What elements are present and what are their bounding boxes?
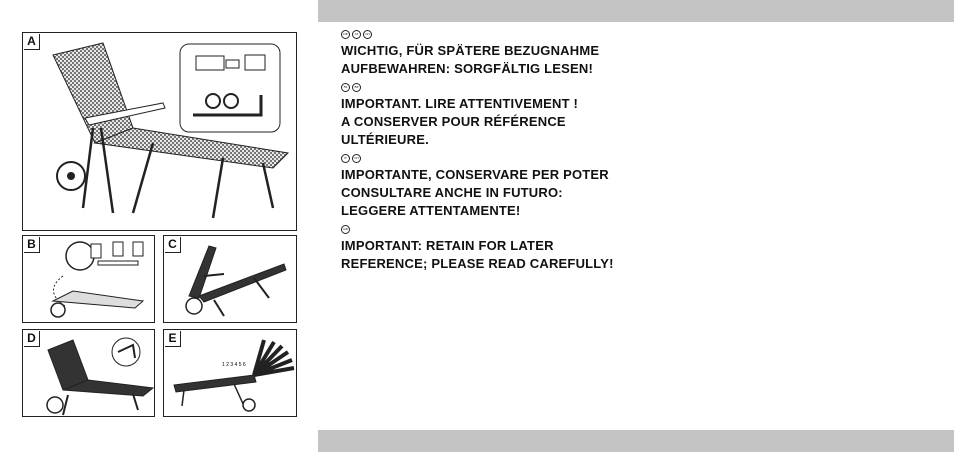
notice-line: CONSULTARE ANCHE IN FUTURO: xyxy=(341,185,563,200)
country-badge-icon: GB xyxy=(341,225,350,234)
position-number: 6 xyxy=(242,362,246,368)
figure-panel-c xyxy=(163,235,297,323)
country-badge-icon: DE xyxy=(341,30,350,39)
figure-panel-b xyxy=(22,235,155,323)
top-gray-bar xyxy=(318,0,954,22)
position-number: 5 xyxy=(238,362,242,368)
notice-section-gb xyxy=(341,225,641,273)
backrest-positions-illustration xyxy=(164,330,298,418)
lounger-illustration-a xyxy=(23,33,298,232)
position-number: 3 xyxy=(230,362,234,368)
notice-line: REFERENCE; PLEASE READ CAREFULLY! xyxy=(341,256,614,271)
country-badge-icon: IT xyxy=(341,154,350,163)
position-number: 2 xyxy=(226,362,229,368)
notice-line: IMPORTANTE, CONSERVARE PER POTER xyxy=(341,167,609,182)
country-badge-icon: AT xyxy=(352,30,361,39)
notice-section-it xyxy=(341,154,641,220)
figure-panel-d xyxy=(22,329,155,417)
notice-line: IMPORTANT: RETAIN FOR LATER xyxy=(341,238,554,253)
position-number: 4 xyxy=(234,362,238,368)
notice-line: LEGGERE ATTENTAMENTE! xyxy=(341,203,521,218)
country-badge-icon: FR xyxy=(341,83,350,92)
country-badges xyxy=(341,225,641,234)
notice-line: AUFBEWAHREN: SORGFÄLTIG LESEN! xyxy=(341,61,594,76)
country-badge-icon: CH xyxy=(352,154,361,163)
panel-label-a: A xyxy=(24,34,40,50)
backrest-adjust-illustration xyxy=(164,236,298,324)
armrest-lock-illustration xyxy=(23,330,156,418)
position-numbers xyxy=(222,362,246,368)
notice-line: WICHTIG, FÜR SPÄTERE BEZUGNAHME xyxy=(341,43,600,58)
country-badges xyxy=(341,83,641,92)
bottom-gray-bar xyxy=(318,430,954,452)
panel-label-e: E xyxy=(165,331,181,347)
notice-line: A CONSERVER POUR RÉFÉRENCE xyxy=(341,114,566,129)
country-badges xyxy=(341,30,641,39)
notice-line: ULTÉRIEURE. xyxy=(341,132,429,147)
figure-panel-a xyxy=(22,32,297,231)
panel-label-d: D xyxy=(24,331,40,347)
country-badge-icon: BE xyxy=(352,83,361,92)
country-badges xyxy=(341,154,641,163)
notice-line: IMPORTANT. LIRE ATTENTIVEMENT ! xyxy=(341,96,579,111)
country-badge-icon: CH xyxy=(363,30,372,39)
notice-section-fr xyxy=(341,83,641,149)
safety-notice-column xyxy=(341,30,641,278)
panel-label-c: C xyxy=(165,237,181,253)
panel-label-b: B xyxy=(24,237,40,253)
notice-section-de xyxy=(341,30,641,78)
figure-panel-e xyxy=(163,329,297,417)
wheel-assembly-illustration xyxy=(23,236,156,324)
position-number: 1 xyxy=(222,362,225,368)
